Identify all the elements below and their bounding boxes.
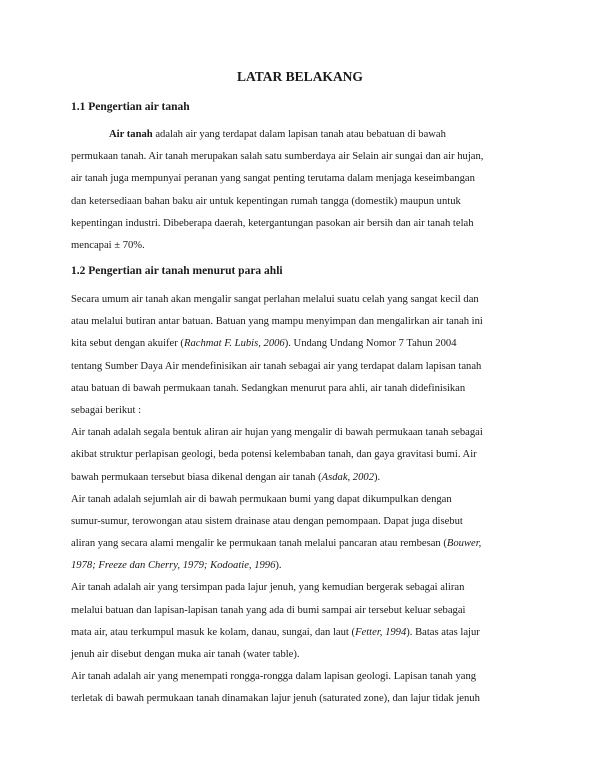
text-line xyxy=(71,146,541,168)
line-text: Air tanah adalah air yang tersimpan pada lajur jenuh, yang kemudian bergerak sebagai aliran xyxy=(71,582,465,594)
line-text: bawah permukaan tersebut biasa dikenal dengan air tanah ( xyxy=(71,471,322,483)
line-text: Air tanah adalah segala bentuk aliran air hujan yang mengalir di bawah permukaan tanah sebagai xyxy=(71,427,483,439)
citation: Asdak, 2002 xyxy=(321,471,374,483)
line-text: kita sebut dengan akuifer ( xyxy=(71,338,184,350)
text-line xyxy=(71,533,541,555)
line-text: sumur-sumur, terowongan atau sistem drainase atau dengan pemompaan. Dapat juga disebut xyxy=(71,515,463,527)
line-text-after: ). Undang Undang Nomor 7 Tahun 2004 xyxy=(284,338,457,350)
citation: 1978; Freeze dan Cherry, 1979; Kodoatie, 1996 xyxy=(71,560,276,572)
line-text: jenuh air disebut dengan muka air tanah (water table). xyxy=(71,649,300,660)
text-line xyxy=(71,168,541,190)
line-text: Air tanah adalah sejumlah air di bawah permukaan bumi yang dapat dikumpulkan dengan xyxy=(71,493,452,505)
line-text: dan ketersediaan bahan baku air untuk kepentingan rumah tangga (domestik) maupun untuk xyxy=(71,195,461,207)
line-text-after: ). Batas atas lajur xyxy=(406,626,480,638)
line-text: air tanah juga mempunyai peranan yang sangat penting terutama dalam menjaga keseimbangan xyxy=(71,173,475,185)
text-line xyxy=(71,600,541,622)
text-line xyxy=(71,400,541,422)
text-line xyxy=(71,666,541,688)
section-2-body xyxy=(71,289,541,711)
text-line xyxy=(71,289,541,311)
citation: Rachmat F. Lubis, 2006 xyxy=(183,338,285,350)
line-text: tentang Sumber Daya Air mendefinisikan air tanah sebagai air yang terdapat dalam lapisan tanah xyxy=(71,360,482,372)
text-line xyxy=(71,213,541,235)
text-line xyxy=(71,422,541,444)
text-line xyxy=(71,511,541,533)
text-line xyxy=(71,644,541,666)
citation: Fetter, 1994 xyxy=(355,626,407,638)
text-line xyxy=(71,688,541,710)
line-text: aliran yang secara alami mengalir ke permukaan tanah melalui pancaran atau rembesan ( xyxy=(71,538,447,550)
text-line xyxy=(71,555,541,577)
text-line xyxy=(71,191,541,213)
text-line xyxy=(71,489,541,511)
line-text: kepentingan industri. Dibeberapa daerah, ketergantungan pasokan air bersih dan air tanah telah xyxy=(71,217,474,229)
line-text: atau melalui butiran antar batuan. Batuan yang mampu menyimpan dan mengalirkan air tanah ini xyxy=(71,316,483,328)
section-1-body xyxy=(71,124,541,257)
bold-term: Air tanah xyxy=(109,129,153,140)
text-line xyxy=(71,378,541,400)
text-line xyxy=(71,356,541,378)
citation: Bouwer, xyxy=(446,538,482,550)
text-line xyxy=(71,124,541,146)
line-text: mata air, atau terkumpul masuk ke kolam, danau, sungai, dan laut ( xyxy=(71,626,356,638)
section-heading-1: 1.1 Pengertian air tanah xyxy=(71,101,190,113)
document-title: LATAR BELAKANG xyxy=(237,69,363,84)
line-text: Air tanah adalah air yang menempati rongga-rongga dalam lapisan geologi. Lapisan tanah yang xyxy=(71,671,477,683)
line-text: terletak di bawah permukaan tanah dinamakan lajur jenuh (saturated zone), dan lajur tidak jenuh xyxy=(71,693,480,705)
line-text: adalah air yang terdapat dalam lapisan tanah atau bebatuan di bawah xyxy=(152,129,446,140)
line-text-after: ). xyxy=(374,471,381,483)
text-line xyxy=(71,622,541,644)
line-text: melalui batuan dan lapisan-lapisan tanah yang ada di bumi sampai air tersebut keluar sebagai xyxy=(71,604,466,616)
line-text: akibat struktur perlapisan geologi, beda potensi kelembaban tanah, dan gaya gravitasi bumi. Air xyxy=(71,449,477,461)
line-text: atau batuan di bawah permukaan tanah. Sedangkan menurut para ahli, air tanah didefinisikan xyxy=(71,382,466,394)
line-text: Secara umum air tanah akan mengalir sangat perlahan melalui suatu celah yang sangat kecil dan xyxy=(71,294,479,305)
text-line xyxy=(71,577,541,599)
line-text: sebagai berikut : xyxy=(71,404,142,416)
line-text: mencapai ± 70%. xyxy=(71,239,145,251)
text-line xyxy=(71,311,541,333)
text-line xyxy=(71,444,541,466)
text-line xyxy=(71,333,541,355)
text-line xyxy=(71,235,541,257)
line-text: permukaan tanah. Air tanah merupakan salah satu sumberdaya air Selain air sungai dan air hujan, xyxy=(71,151,484,163)
section-heading-2: 1.2 Pengertian air tanah menurut para ahli xyxy=(71,265,283,277)
line-text-after: ). xyxy=(275,560,282,572)
text-line xyxy=(71,467,541,489)
